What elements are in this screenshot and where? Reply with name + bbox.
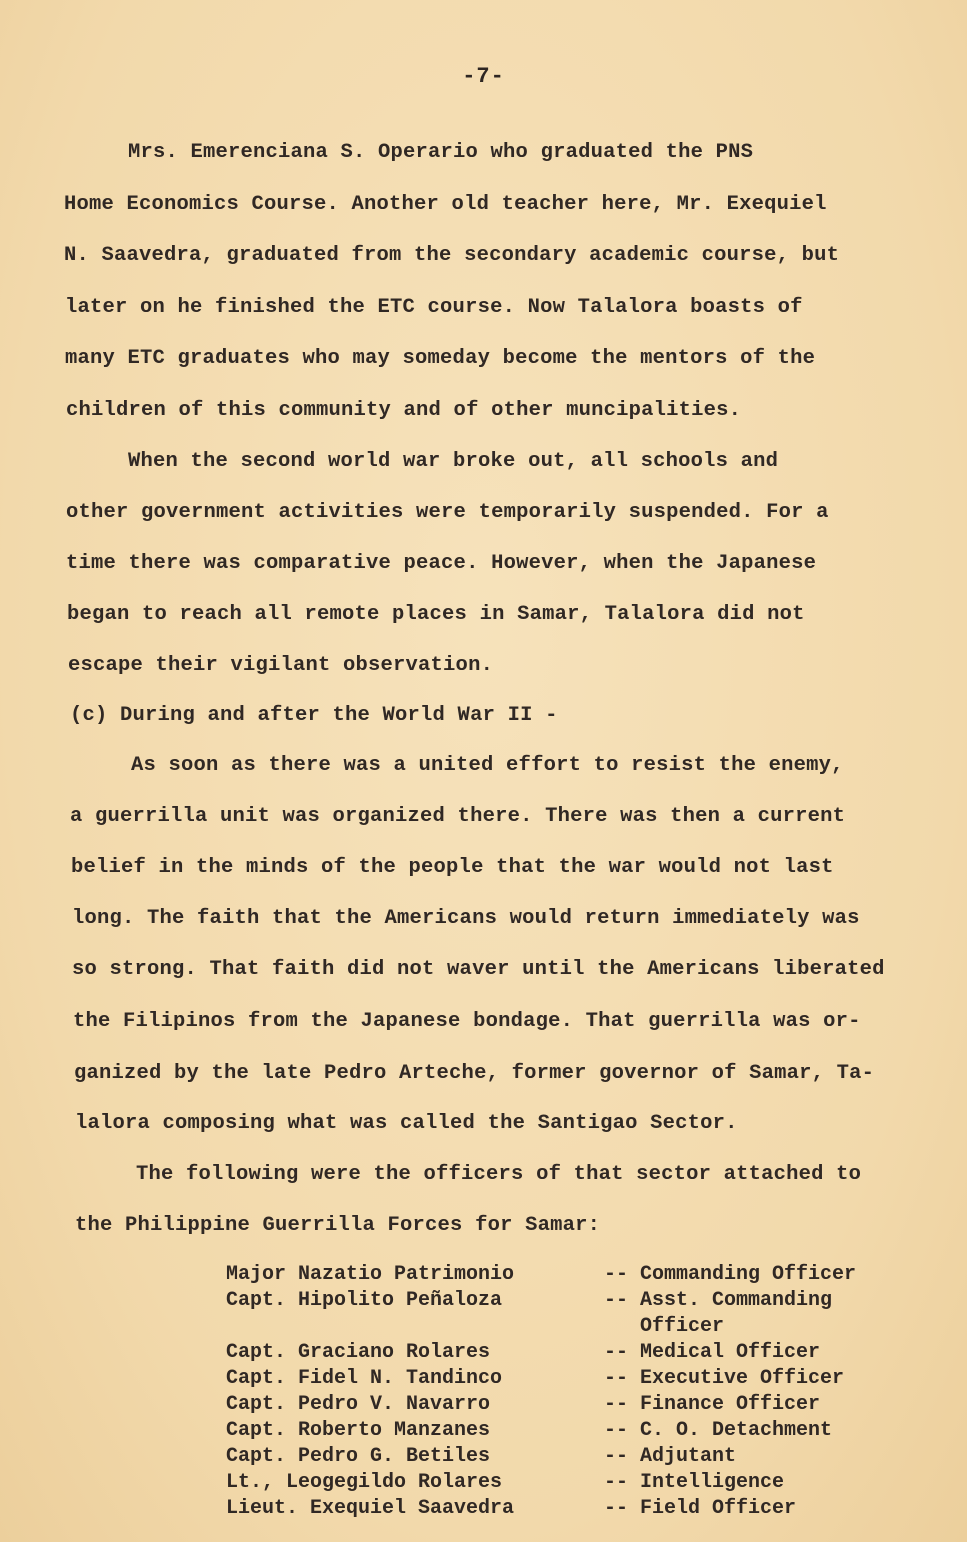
- section-heading: (c) During and after the World War II -: [70, 704, 558, 727]
- table-row: [226, 1366, 926, 1392]
- table-row: [226, 1496, 926, 1522]
- officer-role: Field Officer: [640, 1497, 797, 1520]
- dash-separator: --: [604, 1263, 629, 1286]
- text-line: ganized by the late Pedro Arteche, former governor of Samar, Ta-: [74, 1062, 875, 1085]
- text-line: the Philippine Guerrilla Forces for Samar:: [75, 1214, 601, 1237]
- text-line: belief in the minds of the people that the war would not last: [71, 856, 834, 879]
- text-line: Mrs. Emerenciana S. Operario who graduated the PNS: [128, 141, 754, 164]
- table-row: [226, 1288, 926, 1340]
- text-line: later on he finished the ETC course. Now Talalora boasts of: [65, 296, 803, 319]
- officer-role-line2: Officer: [640, 1315, 725, 1338]
- officer-role: Executive Officer: [640, 1367, 845, 1390]
- table-row: [226, 1444, 926, 1470]
- officer-role: [640, 1288, 832, 1340]
- text-line: The following were the officers of that sector attached to: [136, 1163, 862, 1186]
- text-line: escape their vigilant observation.: [68, 654, 494, 677]
- text-line: Home Economics Course. Another old teacher here, Mr. Exequiel: [64, 193, 827, 216]
- table-row: [226, 1340, 926, 1366]
- text-line: the Filipinos from the Japanese bondage. That guerrilla was or-: [73, 1010, 861, 1033]
- officers-table: [226, 1262, 926, 1522]
- officer-role-line1: Asst. Commanding: [640, 1289, 833, 1312]
- officer-name: Capt. Fidel N. Tandinco: [226, 1367, 503, 1390]
- text-line: When the second world war broke out, all schools and: [128, 450, 779, 473]
- dash-separator: --: [604, 1289, 629, 1312]
- text-line: a guerrilla unit was organized there. There was then a current: [70, 805, 846, 828]
- officer-name: Lt., Leogegildo Rolares: [226, 1471, 503, 1494]
- officer-name: Lieut. Exequiel Saavedra: [226, 1497, 515, 1520]
- text-line: lalora composing what was called the Santigao Sector.: [75, 1112, 738, 1135]
- dash-separator: --: [604, 1471, 629, 1494]
- officer-role: Adjutant: [640, 1445, 737, 1468]
- officer-role: Finance Officer: [640, 1393, 821, 1416]
- table-row: [226, 1418, 926, 1444]
- dash-separator: --: [604, 1341, 629, 1364]
- dash-separator: --: [604, 1393, 629, 1416]
- officer-role: Intelligence: [640, 1471, 785, 1494]
- officer-name: Capt. Roberto Manzanes: [226, 1419, 491, 1442]
- dash-separator: --: [604, 1367, 629, 1390]
- text-line: time there was comparative peace. However, when the Japanese: [66, 552, 817, 575]
- officer-name: Capt. Pedro G. Betiles: [226, 1445, 491, 1468]
- officer-name: Capt. Graciano Rolares: [226, 1341, 491, 1364]
- table-row: [226, 1262, 926, 1288]
- table-row: [226, 1392, 926, 1418]
- table-row: [226, 1470, 926, 1496]
- officer-name: Capt. Pedro V. Navarro: [226, 1393, 491, 1416]
- dash-separator: --: [604, 1445, 629, 1468]
- officer-name: Major Nazatio Patrimonio: [226, 1263, 515, 1286]
- text-line: long. The faith that the Americans would return immediately was: [72, 907, 860, 930]
- officer-role: Commanding Officer: [640, 1263, 857, 1286]
- text-line: so strong. That faith did not waver until the Americans liberated: [72, 958, 885, 981]
- text-line: began to reach all remote places in Samar, Talalora did not: [67, 603, 805, 626]
- text-line: N. Saavedra, graduated from the secondary academic course, but: [64, 244, 840, 267]
- officer-name: Capt. Hipolito Peñaloza: [226, 1289, 503, 1312]
- dash-separator: --: [604, 1419, 629, 1442]
- text-line: other government activities were temporarily suspended. For a: [66, 501, 829, 524]
- officer-role: Medical Officer: [640, 1341, 821, 1364]
- dash-separator: --: [604, 1497, 629, 1520]
- text-line: children of this community and of other muncipalities.: [66, 399, 742, 422]
- officer-role: C. O. Detachment: [640, 1419, 833, 1442]
- text-line: many ETC graduates who may someday become the mentors of the: [65, 347, 816, 370]
- page-number: -7-: [462, 64, 505, 89]
- text-line: As soon as there was a united effort to resist the enemy,: [131, 754, 844, 777]
